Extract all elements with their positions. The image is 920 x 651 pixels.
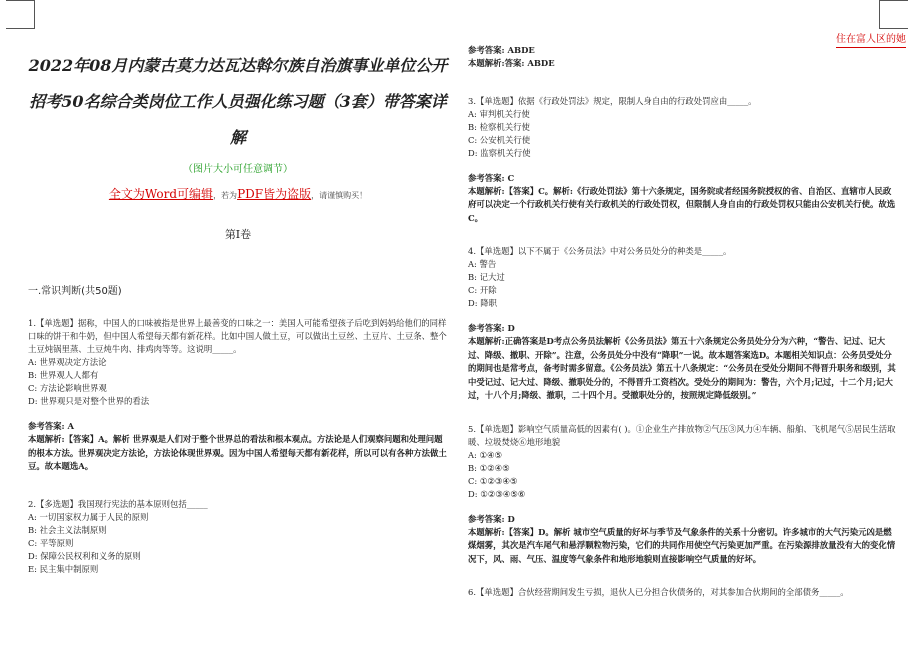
answer-analysis: 本题解析:【答案】D。解析 城市空气质量的好坏与季节及气象条件的关系十分密切。许多城市的大气污染元凶是燃煤烟雾，其次是汽车尾气和悬浮颗粒物污染，它们的共同作用使空气污染更加严重。在污染源排放量没有大的变化情况下，风、雨、气压、温度等气象条件和地形地貌则直接影响空气质量的好坏。	[468, 526, 896, 564]
reference-answer: 参考答案: D	[468, 323, 515, 333]
edit-notice	[28, 185, 448, 202]
option-b: B: 社会主义法制原则	[28, 524, 107, 535]
option-c: C: 方法论影响世界观	[28, 383, 107, 393]
left-column	[28, 48, 448, 576]
option-a: A: ①④⑤	[468, 449, 503, 460]
option-c: C: 开除	[468, 285, 497, 295]
option-b: B: 记大过	[468, 272, 505, 282]
watermark-text: 住在富人区的她	[836, 30, 906, 48]
option-a: A: 一切国家权力属于人民的原则	[28, 511, 149, 522]
edit-notice-pdf: PDF皆为盗版	[237, 187, 312, 201]
question-stem: 2.【多选题】我国现行宪法的基本原则包括_____	[28, 498, 208, 509]
option-a: A: 警告	[468, 259, 497, 269]
question-stem: 3.【单选题】依据《行政处罚法》规定，限制人身自由的行政处罚应由_____。	[468, 95, 757, 106]
question-stem: 6.【单选题】合伙经营期间发生亏损，退伙人已分担合伙债务的，对其参加合伙期间的全部债务_____。	[468, 587, 849, 597]
answer-analysis: 本题解析:答案: ABDE	[468, 58, 555, 68]
question-6	[468, 586, 898, 599]
question-4	[468, 245, 898, 403]
option-b: B: 世界观人人都有	[28, 370, 99, 380]
option-d: D: 保障公民权利和义务的原则	[28, 550, 141, 561]
option-b: B: ①②④⑤	[468, 462, 510, 473]
question-5	[468, 423, 898, 567]
right-column	[468, 44, 898, 599]
answer-analysis: 本题解析:正确答案是D考点公务员法解析《公务员法》第五十六条规定公务员处分分为六种，“警告、记过、记大过、降级、撤职、开除”。注意，公务员处分中没有“降职”一说。故本题答案选D。本题相关知识点：公务员受处分的期间也是常考点，备考时需多留意。《公务员法》第五十八条规定：“公务员在受处分期间不得晋升职务和级别，其中受记过、记大过、降级、撤职处分的，不得晋升工资档次。受处分的期间为：警告，六个月;记过，十二个月;记大过，十八个月;降级、撤职，二十四个月。受撤职处分的，按照规定降低级别。”	[468, 336, 896, 400]
option-a: A: 世界观决定方法论	[28, 357, 107, 367]
option-c: C: 平等原则	[28, 537, 74, 548]
option-d: D: 世界观只是对整个世界的看法	[28, 396, 150, 406]
document-title: 2022年08月内蒙古莫力达瓦达斡尔族自治旗事业单位公开招考50名综合类岗位工作人员强化练习题（3套）带答案详解	[28, 56, 448, 147]
option-a: A: 审判机关行使	[468, 108, 530, 119]
section-heading: 一.常识判断(共50题)	[28, 286, 122, 297]
question-2	[28, 498, 448, 576]
question-stem: 5.【单选题】影响空气质量高低的因素有( )。①企业生产排放物②气压③风力④车辆、船舶、飞机尾气⑤居民生活取暖、垃圾焚烧⑥地形地貌	[468, 423, 896, 447]
option-d: D: 降职	[468, 298, 497, 308]
question-stem: 4.【单选题】以下不属于《公务员法》中对公务员处分的种类是_____。	[468, 246, 732, 256]
question-3	[468, 95, 898, 226]
reference-answer: 参考答案: C	[468, 172, 515, 183]
crop-mark-bottom-right	[879, 0, 908, 21]
edit-notice-tail: ，请谨慎购买！	[311, 191, 368, 200]
edit-notice-word: 全文为Word可编辑	[108, 187, 214, 201]
reference-answer: 参考答案: ABDE	[468, 45, 535, 55]
crop-mark-bottom-left	[6, 0, 35, 21]
reference-answer: 参考答案: A	[28, 421, 75, 431]
question-stem: 1.【单选题】据称，中国人的口味被指是世界上最善变的口味之一：美国人可能希望孩子后吃到妈妈给他们的同样口味的饼干和牛奶，但中国人希望每天都有新花样。比如中国人做土豆，可以做出土豆丝、土豆片、土豆条、整个土豆炖锅里蒸、土豆炖牛肉、排鸡肉等等。这说明_____。	[28, 318, 447, 354]
option-d: D: ①②③④⑤⑥	[468, 488, 526, 499]
option-b: B: 检察机关行使	[468, 121, 530, 132]
subtitle: （图片大小可任意调节）	[183, 164, 293, 175]
volume-heading: 第Ⅰ卷	[224, 228, 252, 241]
question-1	[28, 317, 448, 474]
option-d: D: 监察机关行使	[468, 147, 531, 158]
option-e: E: 民主集中制原则	[28, 563, 99, 574]
answer-analysis: 本题解析:【答案】C。解析:《行政处罚法》第十六条规定，国务院或者经国务院授权的省、自治区、直辖市人民政府可以决定一个行政机关行使有关行政机关的行政处罚权，但限制人身自由的行政处罚权只能由公安机关行使。故选C。	[468, 185, 896, 223]
answer-analysis: 本题解析:【答案】A。解析 世界观是人们对于整个世界总的看法和根本观点。方法论是人们观察问题和处理问题的根本方法。世界观决定方法论，方法论体现世界观。因为中国人希望每天都有新花样，所以可以有各种方法做土豆。故本题选A。	[28, 434, 447, 471]
reference-answer: 参考答案: D	[468, 513, 515, 524]
option-c: C: ①②③④⑤	[468, 475, 518, 486]
option-c: C: 公安机关行使	[468, 134, 531, 145]
edit-notice-mid: ，若为	[213, 191, 238, 200]
